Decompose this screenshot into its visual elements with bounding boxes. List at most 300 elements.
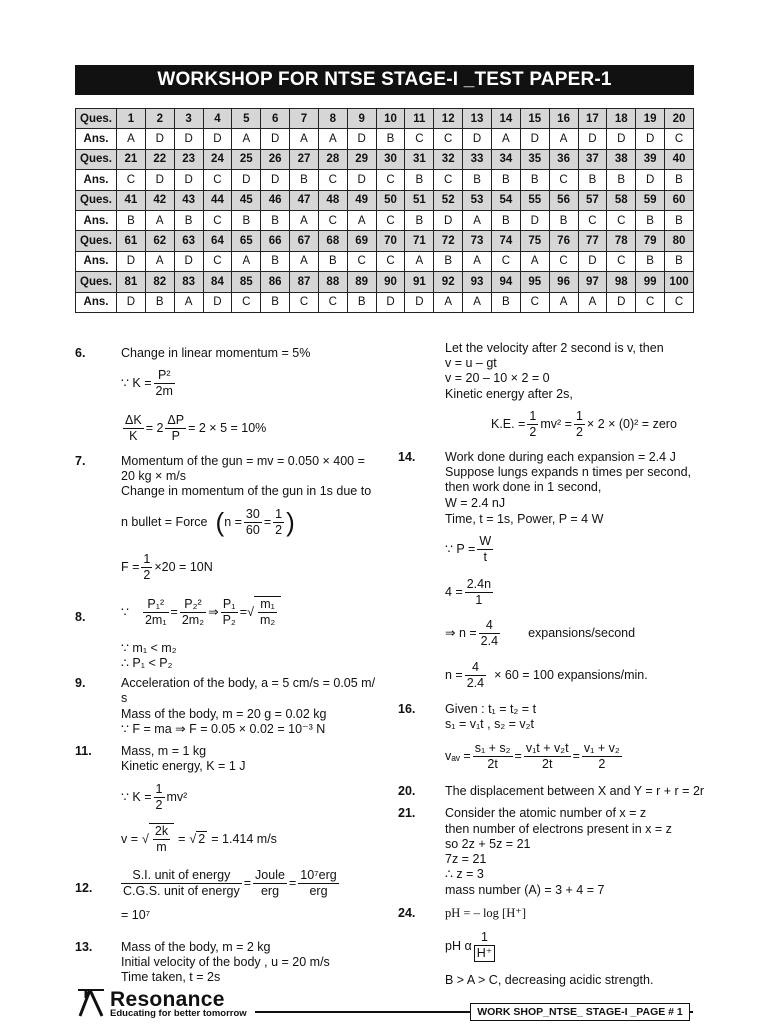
fraction: $\frac{30}{60}$ (245, 507, 260, 537)
answer-cell: C (232, 292, 261, 312)
answer-cell: C (318, 170, 347, 190)
question-cell: 18 (607, 109, 636, 129)
formula-text: ×20 = 10N (154, 560, 213, 574)
question-cell: 89 (347, 272, 376, 292)
question-cell: 63 (174, 231, 203, 251)
fraction: $\frac{1}{2}$ (529, 409, 537, 439)
question-cell: 73 (463, 231, 492, 251)
formula-text: n bullet = Force (121, 515, 208, 529)
row-label: Ans. (76, 129, 117, 149)
q13-line: Time taken, t = 2s (121, 970, 221, 984)
answer-cell: D (347, 170, 376, 190)
answer-row (76, 292, 694, 312)
answer-cell: C (607, 210, 636, 230)
answer-cell: B (434, 251, 463, 271)
answer-cell: D (607, 292, 636, 312)
answer-cell: B (491, 292, 520, 312)
square-root: √ $\frac{2k}{m}$ (142, 823, 174, 855)
q21-line: Consider the atomic number of x = z (445, 806, 647, 820)
answer-cell: D (636, 129, 665, 149)
answer-cell: A (117, 129, 146, 149)
q14-line: Suppose lungs expands n times per second, (445, 465, 691, 479)
question-cell: 8 (318, 109, 347, 129)
fraction: $\frac{\text{P₁}}{\text{P₂}}$ (222, 596, 236, 627)
answer-cell: A (290, 129, 319, 149)
answer-cell: A (463, 251, 492, 271)
q9-line: Acceleration of the body, a = 5 cm/s = 0.05 m/ (121, 676, 376, 690)
formula-text: = (263, 515, 272, 529)
question-cell: 88 (318, 272, 347, 292)
fraction: $\frac{\Delta K}{K}$ (125, 413, 142, 443)
formula-text: ∵ K = (121, 790, 152, 804)
question-cell: 44 (203, 190, 232, 210)
question-cell: 9 (347, 109, 376, 129)
q11-line: Kinetic energy, K = 1 J (121, 759, 246, 773)
question-number: 9. (75, 676, 86, 690)
answer-cell: D (203, 292, 232, 312)
answer-cell: C (376, 251, 405, 271)
q13-line: Mass of the body, m = 2 kg (121, 940, 271, 954)
q16-line: s₁ = v₁t , s₂ = v₂t (445, 717, 534, 731)
fraction: $\frac{1}{H^+}$ (474, 930, 496, 962)
question-cell: 2 (145, 109, 174, 129)
question-cell: 25 (232, 149, 261, 169)
question-cell: 33 (463, 149, 492, 169)
q11-k (121, 782, 187, 813)
answer-cell: B (491, 210, 520, 230)
formula-text: ∵ K = (121, 376, 152, 390)
q21-line: so 2z + 5z = 21 (445, 837, 531, 851)
question-number: 6. (75, 346, 86, 360)
answer-cell: A (290, 210, 319, 230)
question-cell: 93 (463, 272, 492, 292)
question-cell: 65 (232, 231, 261, 251)
question-cell: 4 (203, 109, 232, 129)
formula-text: ⇒ n = (445, 626, 477, 640)
q24-line: B > A > C, decreasing acidic strength. (445, 973, 654, 987)
question-cell: 38 (607, 149, 636, 169)
fraction: $\frac{\text{10⁷erg}}{\text{erg}}$ (300, 868, 337, 898)
q13b-line: v = u – gt (445, 356, 497, 370)
answer-cell: B (261, 292, 290, 312)
q14-p (445, 534, 495, 565)
question-cell: 49 (347, 190, 376, 210)
square-root: √ 2 (189, 832, 206, 846)
formula-text: ⇒ (208, 604, 219, 619)
formula-text: = (243, 876, 252, 890)
q6-line: Change in linear momentum = 5% (121, 346, 311, 360)
question-number: 14. (398, 450, 416, 464)
question-row (76, 231, 694, 251)
answer-cell: C (405, 129, 434, 149)
question-row (76, 190, 694, 210)
q14-line: W = 2.4 nJ (445, 496, 506, 510)
question-cell: 57 (578, 190, 607, 210)
answer-cell: D (145, 170, 174, 190)
formula-text: × 60 = 100 expansions/min. (494, 668, 648, 682)
answer-cell: A (549, 129, 578, 149)
fraction: $\frac{W}{t}$ (479, 534, 492, 564)
question-cell: 56 (549, 190, 578, 210)
answer-cell: D (174, 251, 203, 271)
paren: ) (286, 507, 295, 537)
answer-cell: D (578, 129, 607, 149)
formula-text: = (514, 749, 522, 763)
question-cell: 12 (434, 109, 463, 129)
answer-cell: A (145, 251, 174, 271)
formula-text: = 1.414 m/s (211, 831, 277, 846)
q11-v (121, 823, 277, 855)
answer-row (76, 170, 694, 190)
question-cell: 55 (520, 190, 549, 210)
question-cell: 27 (290, 149, 319, 169)
answer-cell: A (232, 251, 261, 271)
answer-cell: B (174, 210, 203, 230)
question-cell: 30 (376, 149, 405, 169)
question-cell: 90 (376, 272, 405, 292)
question-cell: 64 (203, 231, 232, 251)
answer-cell: B (145, 292, 174, 312)
question-number: 20. (398, 784, 416, 798)
question-cell: 50 (376, 190, 405, 210)
answer-cell: B (549, 210, 578, 230)
question-cell: 85 (232, 272, 261, 292)
answer-cell: C (491, 251, 520, 271)
q12-line: = 10⁷ (121, 908, 151, 922)
q7-line: Change in momentum of the gun in 1s due to (121, 484, 372, 498)
question-cell: 22 (145, 149, 174, 169)
answer-cell: A (347, 210, 376, 230)
fraction: $\frac{4}{2.4}$ (480, 618, 499, 648)
question-cell: 76 (549, 231, 578, 251)
answer-cell: C (520, 292, 549, 312)
answer-cell: B (261, 251, 290, 271)
answer-cell: C (636, 292, 665, 312)
brand-name: Resonance (110, 988, 225, 1011)
question-cell: 41 (117, 190, 146, 210)
question-row (76, 272, 694, 292)
question-cell: 45 (232, 190, 261, 210)
question-cell: 66 (261, 231, 290, 251)
formula-text: vₐᵥ = (445, 749, 471, 763)
question-number: 16. (398, 702, 416, 716)
answer-cell: B (318, 251, 347, 271)
answer-cell: B (290, 170, 319, 190)
q14-line: Time, t = 1s, Power, P = 4 W (445, 512, 604, 526)
answer-cell: A (463, 292, 492, 312)
row-label: Ques. (76, 109, 117, 129)
q14-f (445, 577, 495, 608)
question-cell: 78 (607, 231, 636, 251)
row-label: Ques. (76, 231, 117, 251)
answer-cell: B (491, 170, 520, 190)
formula-text: F = (121, 560, 140, 574)
answer-cell: B (665, 170, 694, 190)
answer-cell: C (376, 210, 405, 230)
answer-cell: B (376, 129, 405, 149)
question-cell: 53 (463, 190, 492, 210)
question-number: 13. (75, 940, 93, 954)
question-cell: 92 (434, 272, 463, 292)
question-number: 12. (75, 881, 93, 895)
answer-cell: B (578, 170, 607, 190)
question-cell: 74 (491, 231, 520, 251)
answer-cell: D (117, 251, 146, 271)
question-cell: 77 (578, 231, 607, 251)
formula-text: = 2 × 5 = 10% (188, 421, 267, 435)
fraction: $\frac{\text{v₁ + v₂}}{2}$ (583, 741, 620, 771)
answer-cell: D (347, 129, 376, 149)
q12-formula (119, 868, 341, 899)
answer-cell: C (203, 251, 232, 271)
answer-cell: B (405, 210, 434, 230)
q6-formula-k (121, 368, 177, 399)
question-cell: 42 (145, 190, 174, 210)
question-cell: 62 (145, 231, 174, 251)
fraction: $\frac{2k}{m}$ (154, 824, 169, 854)
q7-line: 20 kg × m/s (121, 469, 186, 483)
row-label: Ques. (76, 272, 117, 292)
answer-cell: A (520, 251, 549, 271)
answer-cell: B (117, 210, 146, 230)
question-cell: 31 (405, 149, 434, 169)
fraction: $\frac{4}{2.4}$ (466, 660, 485, 690)
q24-line: pH = – log [H⁺] (445, 906, 526, 920)
formula-text: 4 = (445, 585, 463, 599)
answer-cell: B (665, 210, 694, 230)
answer-cell: C (290, 292, 319, 312)
fraction: $\frac{1}{2}$ (155, 782, 163, 812)
q7-f (121, 552, 213, 583)
answer-cell: A (174, 292, 203, 312)
fraction: $\frac{\text{S.I. unit of energy}}{\text{C.G.S. unit of energy}}$ (123, 868, 240, 898)
answer-cell: A (405, 251, 434, 271)
q9-line: s (121, 691, 128, 705)
answer-cell: C (347, 251, 376, 271)
q13-line: Initial velocity of the body , u = 20 m/s (121, 955, 330, 969)
fraction: $\frac{2.4n}{1}$ (466, 577, 492, 607)
question-cell: 16 (549, 109, 578, 129)
question-number: 11. (75, 744, 92, 758)
answer-row (76, 129, 694, 149)
fraction: $\frac{\text{Joule}}{\text{erg}}$ (255, 868, 285, 898)
answer-cell: C (434, 170, 463, 190)
question-cell: 58 (607, 190, 636, 210)
q16-line: Given : t₁ = t₂ = t (445, 702, 537, 716)
answer-cell: A (463, 210, 492, 230)
q21-line: mass number (A) = 3 + 4 = 7 (445, 883, 605, 897)
answer-cell: C (549, 251, 578, 271)
answer-cell: C (434, 129, 463, 149)
formula-text: pH α (445, 938, 472, 953)
answer-cell: C (607, 251, 636, 271)
answer-cell: D (232, 170, 261, 190)
brand-tagline: Educating for better tomorrow (110, 1008, 247, 1019)
answer-row (76, 210, 694, 230)
q20-line: The displacement between X and Y = r + r = 2r (445, 784, 705, 798)
answer-row (76, 251, 694, 271)
answer-cell: B (665, 251, 694, 271)
question-cell: 81 (117, 272, 146, 292)
question-cell: 37 (578, 149, 607, 169)
q21-line: 7z = 21 (445, 852, 487, 866)
question-cell: 51 (405, 190, 434, 210)
answer-cell: B (261, 210, 290, 230)
row-label: Ans. (76, 170, 117, 190)
formula-text: K.E. = (491, 417, 526, 431)
question-cell: 43 (174, 190, 203, 210)
question-cell: 28 (318, 149, 347, 169)
question-cell: 69 (347, 231, 376, 251)
q9-line: Mass of the body, m = 20 g = 0.02 kg (121, 707, 327, 721)
answer-cell: C (578, 210, 607, 230)
question-cell: 52 (434, 190, 463, 210)
answer-cell: B (636, 251, 665, 271)
q8-formula (121, 596, 281, 628)
question-cell: 40 (665, 149, 694, 169)
question-cell: 35 (520, 149, 549, 169)
answer-cell: B (463, 170, 492, 190)
answer-cell: D (203, 129, 232, 149)
q13b-ke (491, 409, 677, 440)
fraction: $\frac{1}{2}$ (275, 507, 283, 537)
answer-cell: D (434, 210, 463, 230)
q13b-line: Let the velocity after 2 second is v, then (445, 341, 664, 355)
formula-text: × 2 × (0)² = zero (586, 417, 677, 431)
question-cell: 80 (665, 231, 694, 251)
fraction: $\frac{1}{2}$ (575, 409, 583, 439)
question-cell: 91 (405, 272, 434, 292)
question-cell: 36 (549, 149, 578, 169)
fraction: $\frac{\text{v₁t + v₂t}}{2t}$ (525, 741, 569, 771)
formula-text: ∵ P = (445, 542, 476, 556)
fraction: $\frac{\Delta P}{P}$ (167, 413, 185, 443)
answer-cell: C (318, 210, 347, 230)
q6-formula-ratio (121, 413, 266, 444)
answer-cell: C (376, 170, 405, 190)
answer-cell: D (376, 292, 405, 312)
answer-cell: B (232, 210, 261, 230)
q24-ph (445, 930, 497, 962)
question-cell: 7 (290, 109, 319, 129)
q21-line: ∴ z = 3 (445, 867, 484, 881)
question-row (76, 109, 694, 129)
question-cell: 11 (405, 109, 434, 129)
question-cell: 82 (145, 272, 174, 292)
formula-text: = (170, 604, 178, 619)
question-cell: 17 (578, 109, 607, 129)
answer-cell: B (636, 210, 665, 230)
question-cell: 32 (434, 149, 463, 169)
answer-cell: D (520, 210, 549, 230)
q14-line: Work done during each expansion = 2.4 J (445, 450, 676, 464)
question-number: 8. (75, 610, 86, 624)
answer-cell: C (203, 210, 232, 230)
answer-cell: C (665, 292, 694, 312)
formula-text: mv² (166, 790, 188, 804)
answer-cell: A (578, 292, 607, 312)
fraction: $\frac{1}{2}$ (143, 552, 151, 582)
question-cell: 21 (117, 149, 146, 169)
question-cell: 94 (491, 272, 520, 292)
row-label: Ans. (76, 292, 117, 312)
answer-cell: A (290, 251, 319, 271)
answer-cell: D (261, 170, 290, 190)
question-cell: 10 (376, 109, 405, 129)
q14-line: then work done in 1 second, (445, 480, 602, 494)
question-cell: 67 (290, 231, 319, 251)
question-cell: 95 (520, 272, 549, 292)
answer-cell: D (463, 129, 492, 149)
question-number: 24. (398, 906, 416, 920)
fraction: $\frac{\text{P₁²}}{\text{2m₁}}$ (144, 596, 167, 627)
formula-text: = (572, 749, 580, 763)
question-cell: 83 (174, 272, 203, 292)
question-cell: 24 (203, 149, 232, 169)
formula-text: ∵ (121, 604, 129, 619)
question-cell: 54 (491, 190, 520, 210)
fraction: $\frac{\text{s₁ + s₂}}{2t}$ (474, 741, 511, 771)
question-cell: 98 (607, 272, 636, 292)
question-cell: 97 (578, 272, 607, 292)
answer-cell: D (145, 129, 174, 149)
answer-cell: D (607, 129, 636, 149)
answer-cell: C (203, 170, 232, 190)
answer-cell: C (549, 170, 578, 190)
question-cell: 23 (174, 149, 203, 169)
question-cell: 6 (261, 109, 290, 129)
question-cell: 34 (491, 149, 520, 169)
q7-force (121, 507, 295, 538)
formula-text: n = (224, 515, 242, 529)
question-cell: 29 (347, 149, 376, 169)
question-row (76, 149, 694, 169)
q8-line: ∴ P₁ < P₂ (121, 656, 173, 670)
answer-cell: A (434, 292, 463, 312)
question-cell: 48 (318, 190, 347, 210)
formula-text: v = (121, 831, 139, 846)
answer-key-table (75, 108, 694, 313)
answer-cell: A (491, 129, 520, 149)
answer-cell: A (232, 129, 261, 149)
answer-cell: D (174, 170, 203, 190)
question-cell: 39 (636, 149, 665, 169)
answer-cell: D (520, 129, 549, 149)
question-cell: 26 (261, 149, 290, 169)
answer-cell: D (174, 129, 203, 149)
formula-text: = 2 (145, 421, 164, 435)
question-cell: 59 (636, 190, 665, 210)
question-cell: 79 (636, 231, 665, 251)
formula-text: = (239, 604, 248, 619)
formula-text: mv² = (540, 417, 572, 431)
question-cell: 72 (434, 231, 463, 251)
resonance-logo-icon (76, 988, 106, 1018)
question-cell: 99 (636, 272, 665, 292)
answer-cell: C (117, 170, 146, 190)
question-cell: 71 (405, 231, 434, 251)
answer-cell: D (578, 251, 607, 271)
answer-cell: D (117, 292, 146, 312)
answer-cell: A (318, 129, 347, 149)
row-label: Ques. (76, 190, 117, 210)
paren: ( (215, 507, 225, 537)
formula-text: = (178, 831, 186, 846)
answer-cell: B (520, 170, 549, 190)
question-cell: 46 (261, 190, 290, 210)
question-cell: 47 (290, 190, 319, 210)
formula-text: expansions/second (528, 626, 636, 640)
